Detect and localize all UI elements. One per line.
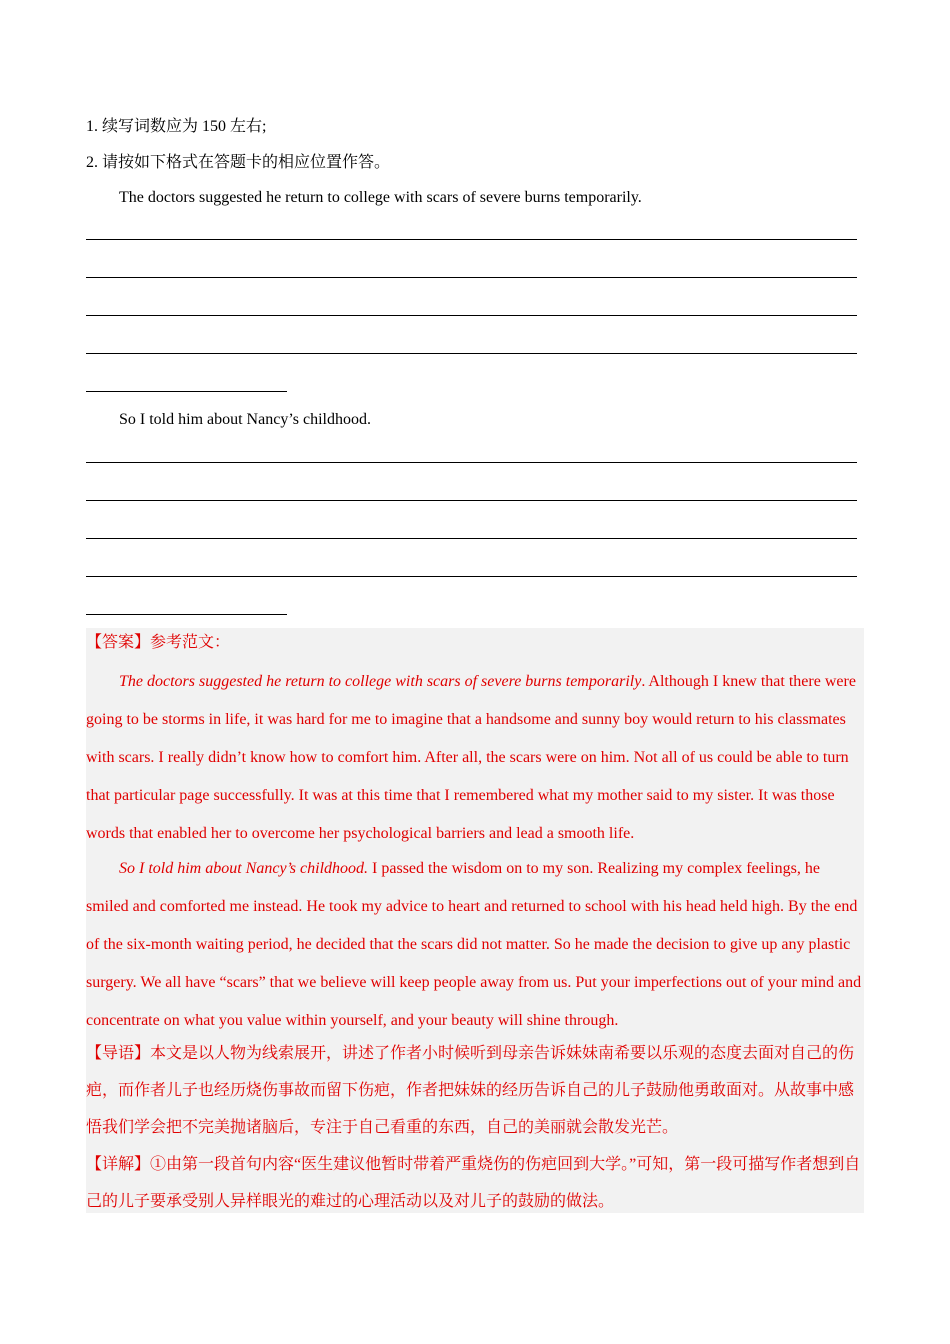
writing-line <box>86 239 857 240</box>
detail-text: 【详解】①由第一段首句内容“医生建议他暂时带着严重烧伤的伤疤回到大学。”可知，第一段可描写作者想到自己的儿子要承受别人异样眼光的难过的心理活动以及对儿子的鼓励的做法。 <box>86 1156 861 1210</box>
writing-line-short <box>86 614 287 615</box>
answer-paragraph-1 <box>86 663 864 853</box>
prompt-first: The doctors suggested he return to college with scars of severe burns temporarily. <box>119 189 642 206</box>
answer-label: 【答案】参考范文： <box>86 634 231 651</box>
instruction-item-2: 2. 请按如下格式在答题卡的相应位置作答。 <box>86 154 391 171</box>
writing-line <box>86 462 857 463</box>
answer-paragraph-1-body: . Although I knew that there were going to be storms in life, it was hard for me to imagine that a handsome and sunny boy would return to his classmates with scars. I really didn’t know how to comfort him. After all, the scars were on him. Not all of us could be able to turn that particular page successfully. It was at this time that I remembered what my mother said to my sister. It was those words that enabled her to overcome her psychological barriers and lead a smooth life. <box>86 673 856 842</box>
answer-paragraph-2-body: I passed the wisdom on to my son. Realizing my complex feelings, he smiled and comforted me instead. He took my advice to heart and returned to school with his head held high. By the end of the six-month waiting period, he decided that the scars did not matter. So he made the decision to give up any plastic surgery. We all have “scars” that we believe will keep people away from us. Put your imperfections out of your mind and concentrate on what you value within yourself, and your beauty will shine through. <box>86 860 862 1029</box>
writing-line <box>86 576 857 577</box>
guide-text: 【导语】本文是以人物为线索展开，讲述了作者小时候听到母亲告诉妹妹南希要以乐观的态度去面对自己的伤疤，而作者儿子也经历烧伤事故而留下伤疤，作者把妹妹的经历告诉自己的儿子鼓励他勇敢面对。从故事中感悟我们学会把不完美抛诸脑后，专注于自己看重的东西，自己的美丽就会散发光芒。 <box>86 1045 855 1136</box>
prompt-second: So I told him about Nancy’s childhood. <box>119 411 371 428</box>
writing-line <box>86 500 857 501</box>
answer-paragraph-2-lead: So I told him about Nancy’s childhood. <box>119 860 369 877</box>
answer-paragraph-1-lead: The doctors suggested he return to college with scars of severe burns temporarily <box>119 673 642 690</box>
instruction-item-1: 1. 续写词数应为 150 左右; <box>86 118 267 135</box>
answer-paragraph-2 <box>86 850 864 1040</box>
writing-line <box>86 315 857 316</box>
writing-line-short <box>86 391 287 392</box>
writing-line <box>86 353 857 354</box>
writing-line <box>86 538 857 539</box>
writing-line <box>86 277 857 278</box>
